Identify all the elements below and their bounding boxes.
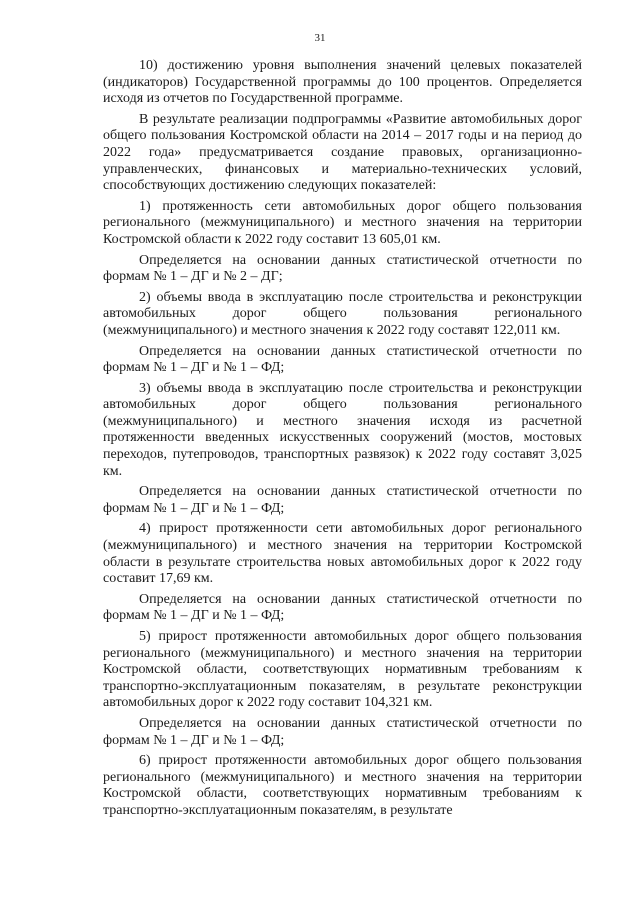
document-body — [103, 58, 582, 820]
paragraph-subprogram-intro: В результате реализации подпрограммы «Развитие автомобильных дорог общего пользования Костромской области на 2014 – 2017 годы и на период до 2022 года» предусматривается создание правовых, организационно-управленческих, финансовых и материально-технических условий, способствующих достижению следующих показателей: — [103, 111, 582, 194]
paragraph-source-2: Определяется на основании данных статистической отчетности по формам № 1 – ДГ и № 1 – ФД; — [103, 343, 582, 376]
paragraph-indicator-6: 6) прирост протяженности автомобильных дорог общего пользования регионального (межмуниципального) и местного значения на территории Костромской области, соответствующих нормативным требованиям к транспортно-эксплуатационным показателям, в результате — [103, 753, 582, 818]
paragraph-indicator-10: 10) достижению уровня выполнения значений целевых показателей (индикаторов) Государственной программы до 100 процентов. Определяется исходя из отчетов по Государственной программе. — [103, 58, 582, 107]
paragraph-indicator-5: 5) прирост протяженности автомобильных дорог общего пользования регионального (межмуниципального) и местного значения на территории Костромской области, соответствующих нормативным требованиям к транспортно-эксплуатационным показателям, в результате реконструкции автомобильных дорог к 2022 году составит 104,321 км. — [103, 629, 582, 711]
paragraph-source-1: Определяется на основании данных статистической отчетности по формам № 1 – ДГ и № 2 – ДГ; — [103, 252, 582, 285]
page-number: 31 — [314, 32, 326, 44]
paragraph-indicator-1: 1) протяженность сети автомобильных дорог общего пользования регионального (межмуниципального) и местного значения на территории Костромской области к 2022 году составит 13 605,01 км. — [103, 198, 582, 247]
paragraph-indicator-2: 2) объемы ввода в эксплуатацию после строительства и реконструкции автомобильных дорог общего пользования регионального (межмуниципального) и местного значения к 2022 году составят 122,011 км. — [103, 289, 582, 338]
paragraph-indicator-3: 3) объемы ввода в эксплуатацию после строительства и реконструкции автомобильных дорог общего пользования регионального (межмуниципального) и местного значения исходя из расчетной протяженности введенных искусственных сооружений (мостов, мостовых переходов, путепроводов, транспортных развязок) к 2022 году составят 3,025 км. — [103, 380, 582, 479]
paragraph-source-5: Определяется на основании данных статистической отчетности по формам № 1 – ДГ и № 1 – ФД; — [103, 715, 582, 748]
paragraph-source-4: Определяется на основании данных статистической отчетности по формам № 1 – ДГ и № 1 – ФД; — [103, 591, 582, 624]
paragraph-indicator-4: 4) прирост протяженности сети автомобильных дорог регионального (межмуниципального) и местного значения на территории Костромской области в результате строительства новых автомобильных дорог к 2022 году составит 17,69 км. — [103, 521, 582, 587]
paragraph-source-3: Определяется на основании данных статистической отчетности по формам № 1 – ДГ и № 1 – ФД; — [103, 484, 582, 516]
